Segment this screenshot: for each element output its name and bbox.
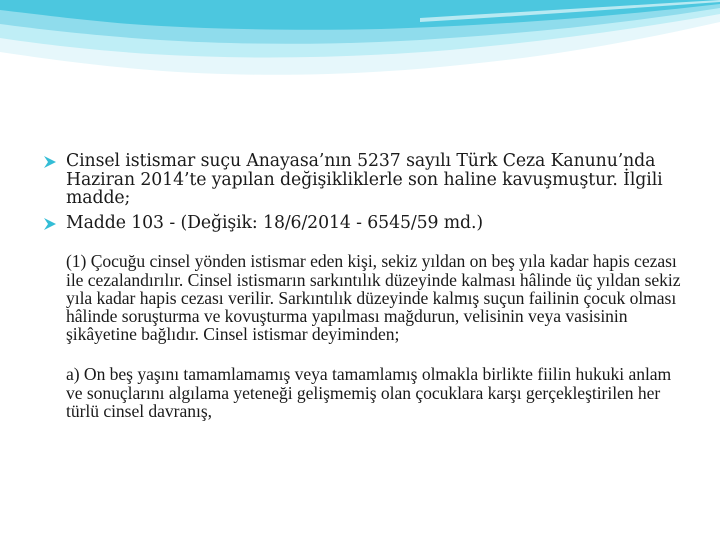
bullet-item-intro <box>42 152 692 208</box>
article-paragraph-1: (1) Çocuğu cinsel yönden istismar eden kişi, sekiz yıldan on beş yıla kadar hapis cezası ile cezalandırılır. Cinsel istismarın sarkıntılık düzeyinde kalması hâlinde üç yıldan sekiz yıla kadar hapis cezası verilir. Sarkıntılık düzeyinde kalmış suçun failinin çocuk olması hâlinde soruşturma ve kovuşturma yapılması mağdurun, velisinin veya vasisinin şikâyetine bağlıdır. Cinsel istismar deyiminden; <box>66 251 681 345</box>
article-paragraph-a: a) On beş yaşını tamamlamamış veya tamamlamış olmakla birlikte fiilin hukuki anlam ve sonuçlarını algılama yeteneği gelişmemiş olan çocuklara karşı gerçekleştirilen her türlü cinsel davranış, <box>66 364 672 421</box>
arrow-bullet-icon <box>42 216 58 232</box>
header-wave-decoration <box>0 0 720 95</box>
bullet-text: Madde 103 - (Değişik: 18/6/2014 - 6545/59 md.) <box>66 212 484 233</box>
bullet-item-article <box>42 214 692 233</box>
bullet-text: Cinsel istismar suçu Anayasa’nın 5237 sayılı Türk Ceza Kanunu’nda Haziran 2014’te yapılan değişikliklerle son haline kavuşmuştur. İlgili madde; <box>66 151 663 209</box>
slide-content <box>42 152 692 420</box>
arrow-bullet-icon <box>42 154 58 170</box>
